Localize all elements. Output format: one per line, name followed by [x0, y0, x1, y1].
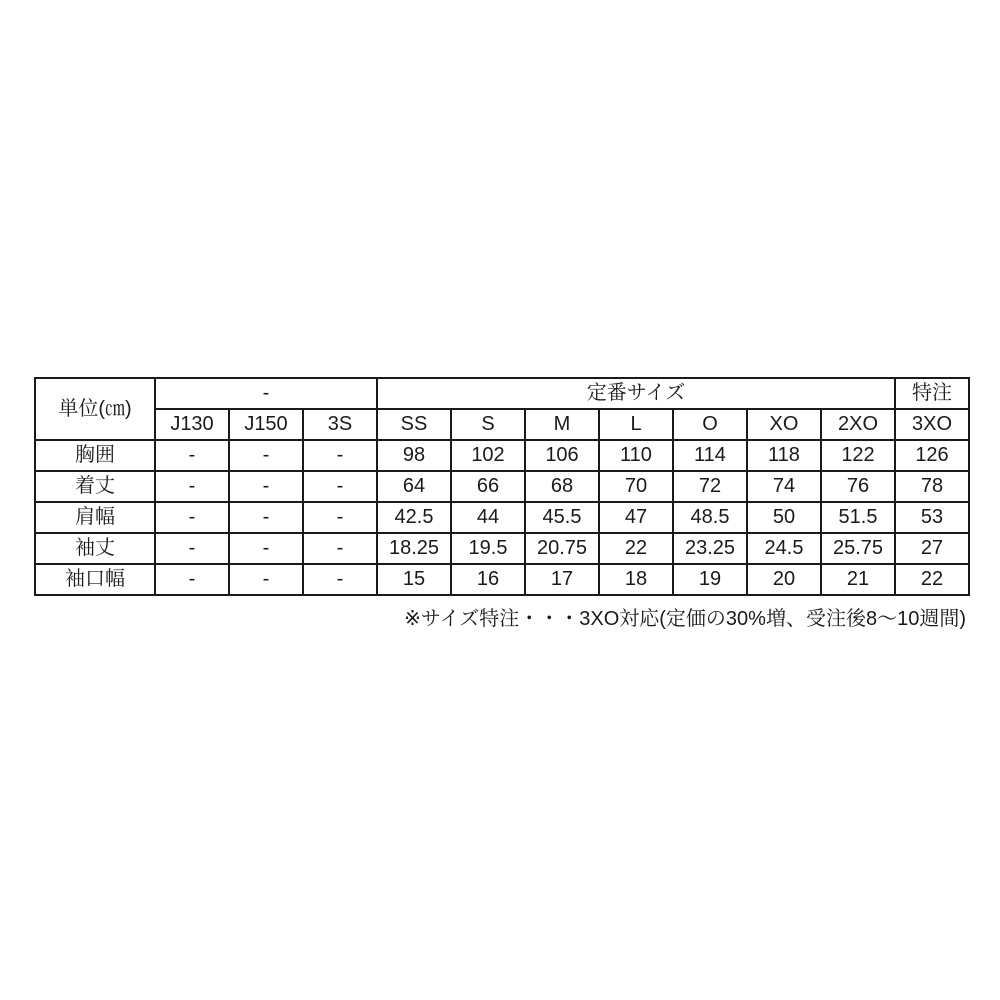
value-cell: 68 — [525, 471, 599, 502]
size-header-cell: S — [451, 409, 525, 440]
value-cell: 98 — [377, 440, 451, 471]
size-chart-table — [34, 377, 970, 596]
value-cell: 17 — [525, 564, 599, 595]
value-cell: 74 — [747, 471, 821, 502]
group-header-standard-sizes: 定番サイズ — [377, 378, 895, 409]
value-cell: 106 — [525, 440, 599, 471]
group-header-junior: - — [155, 378, 377, 409]
value-cell: 114 — [673, 440, 747, 471]
size-header-cell: M — [525, 409, 599, 440]
value-cell: 22 — [599, 533, 673, 564]
value-cell: - — [155, 533, 229, 564]
size-header-cell: 3S — [303, 409, 377, 440]
value-cell: 19.5 — [451, 533, 525, 564]
size-header-cell: L — [599, 409, 673, 440]
value-cell: 20 — [747, 564, 821, 595]
group-header-custom-order: 特注 — [895, 378, 969, 409]
value-cell: 23.25 — [673, 533, 747, 564]
size-header-cell: J150 — [229, 409, 303, 440]
value-cell: - — [303, 533, 377, 564]
row-label-cell: 胸囲 — [35, 440, 155, 471]
unit-label-cell: 単位(㎝) — [35, 378, 155, 440]
value-cell: 70 — [599, 471, 673, 502]
value-cell: 27 — [895, 533, 969, 564]
value-cell: - — [229, 471, 303, 502]
value-cell: 122 — [821, 440, 895, 471]
value-cell: - — [303, 440, 377, 471]
value-cell: 42.5 — [377, 502, 451, 533]
table-body — [35, 440, 969, 595]
value-cell: 19 — [673, 564, 747, 595]
value-cell: 50 — [747, 502, 821, 533]
value-cell: 18.25 — [377, 533, 451, 564]
table-header — [35, 378, 969, 440]
value-cell: 118 — [747, 440, 821, 471]
value-cell: 126 — [895, 440, 969, 471]
size-header-cell: J130 — [155, 409, 229, 440]
row-label-cell: 袖丈 — [35, 533, 155, 564]
value-cell: 53 — [895, 502, 969, 533]
group-header-row — [35, 378, 969, 409]
row-label-cell: 肩幅 — [35, 502, 155, 533]
value-cell: 22 — [895, 564, 969, 595]
value-cell: 25.75 — [821, 533, 895, 564]
row-label-cell: 着丈 — [35, 471, 155, 502]
value-cell: 15 — [377, 564, 451, 595]
value-cell: - — [303, 471, 377, 502]
value-cell: 16 — [451, 564, 525, 595]
value-cell: 72 — [673, 471, 747, 502]
value-cell: 64 — [377, 471, 451, 502]
value-cell: 45.5 — [525, 502, 599, 533]
value-cell: - — [155, 564, 229, 595]
table-row — [35, 502, 969, 533]
value-cell: - — [229, 564, 303, 595]
value-cell: 76 — [821, 471, 895, 502]
value-cell: 102 — [451, 440, 525, 471]
value-cell: - — [155, 502, 229, 533]
table-row — [35, 440, 969, 471]
size-header-cell: O — [673, 409, 747, 440]
value-cell: 18 — [599, 564, 673, 595]
custom-order-footnote: ※サイズ特注・・・3XO対応(定価の30%増、受注後8～10週間) — [404, 608, 966, 630]
value-cell: 21 — [821, 564, 895, 595]
value-cell: - — [229, 440, 303, 471]
table-row — [35, 471, 969, 502]
value-cell: - — [303, 564, 377, 595]
value-cell: 48.5 — [673, 502, 747, 533]
value-cell: - — [155, 471, 229, 502]
value-cell: 44 — [451, 502, 525, 533]
size-header-cell: XO — [747, 409, 821, 440]
value-cell: 47 — [599, 502, 673, 533]
value-cell: - — [229, 502, 303, 533]
size-header-cell: SS — [377, 409, 451, 440]
value-cell: 78 — [895, 471, 969, 502]
value-cell: - — [229, 533, 303, 564]
size-header-row — [35, 409, 969, 440]
value-cell: 20.75 — [525, 533, 599, 564]
value-cell: 110 — [599, 440, 673, 471]
value-cell: - — [155, 440, 229, 471]
table-row — [35, 564, 969, 595]
value-cell: - — [303, 502, 377, 533]
row-label-cell: 袖口幅 — [35, 564, 155, 595]
value-cell: 66 — [451, 471, 525, 502]
table-row — [35, 533, 969, 564]
size-header-cell: 3XO — [895, 409, 969, 440]
value-cell: 24.5 — [747, 533, 821, 564]
size-header-cell: 2XO — [821, 409, 895, 440]
value-cell: 51.5 — [821, 502, 895, 533]
